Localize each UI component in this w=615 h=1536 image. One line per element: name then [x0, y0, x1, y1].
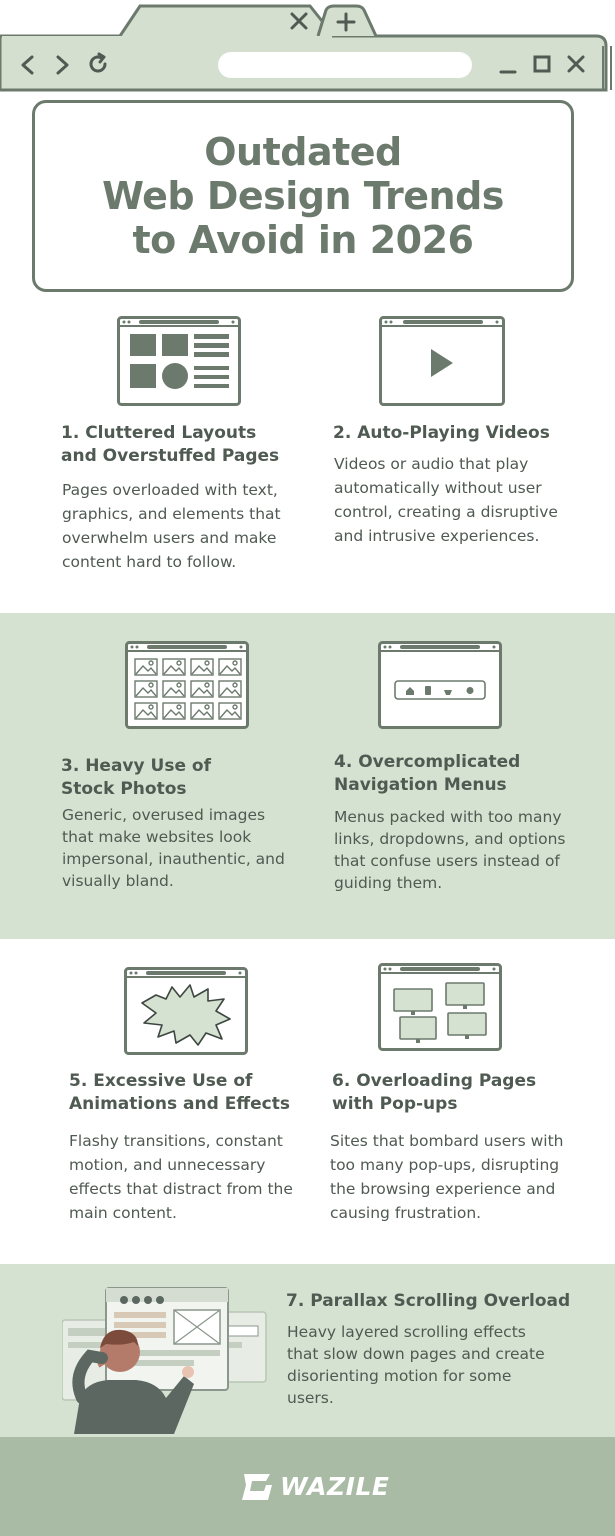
- trend-3-heading-line-2: Stock Photos: [61, 779, 187, 799]
- animation-burst-icon: [124, 967, 248, 1055]
- trend-item-7: [0, 1264, 615, 1437]
- trend-4-heading-line-2: Navigation Menus: [334, 775, 507, 795]
- trend-7-heading-line-1: 7. Parallax Scrolling Overload: [286, 1291, 571, 1311]
- tab-close-icon[interactable]: [288, 10, 310, 32]
- popups-icon: [378, 963, 502, 1051]
- browser-chrome: [0, 0, 615, 92]
- trend-6-heading-line-2: with Pop-ups: [332, 1094, 458, 1114]
- wazile-logo-icon: [240, 1471, 274, 1503]
- trend-5-heading-line-1: 5. Excessive Use of: [69, 1071, 253, 1091]
- trend-item-3: [0, 613, 307, 939]
- trend-3-heading-line-1: 3. Heavy Use of: [61, 756, 211, 776]
- stock-photos-icon: [125, 641, 249, 729]
- trend-4-heading-line-1: 4. Overcomplicated: [334, 752, 521, 772]
- navigation-menu-icon: [378, 641, 502, 729]
- page-title: [32, 100, 574, 292]
- trend-1-description: Pages overloaded with text, graphics, and elements that overwhelm users and make content hard to follow.: [62, 481, 281, 571]
- maximize-icon[interactable]: [532, 54, 552, 74]
- trend-6-description: Sites that bombard users with too many pop-ups, disrupting the browsing experience and causing frustration.: [330, 1132, 564, 1222]
- trend-item-5: [0, 939, 307, 1264]
- trend-5-heading-line-2: Animations and Effects: [69, 1094, 290, 1114]
- address-bar[interactable]: [218, 52, 472, 78]
- trend-3-description: Generic, overused images that make websites look impersonal, inauthentic, and visually bland.: [62, 806, 285, 890]
- reload-icon[interactable]: [86, 52, 110, 76]
- trend-item-2: [307, 296, 615, 613]
- forward-icon[interactable]: [52, 54, 72, 76]
- trend-item-6: [307, 939, 615, 1264]
- video-play-icon: [379, 316, 505, 406]
- trend-2-heading-line-1: 2. Auto-Playing Videos: [333, 423, 550, 443]
- cluttered-layout-icon: [117, 316, 241, 406]
- close-window-icon[interactable]: [566, 54, 586, 74]
- title-line-2: Web Design Trends: [102, 174, 504, 218]
- title-line-3: to Avoid in 2026: [132, 218, 474, 262]
- trend-6-heading-line-1: 6. Overloading Pages: [332, 1071, 537, 1091]
- minimize-icon[interactable]: [498, 56, 518, 76]
- new-tab-icon[interactable]: [336, 12, 356, 32]
- trend-5-description: Flashy transitions, constant motion, and unnecessary effects that distract from the main content.: [69, 1132, 293, 1222]
- trend-item-4: [307, 613, 615, 939]
- brand-name: WAZILE: [280, 1472, 390, 1501]
- trend-7-description: Heavy layered scrolling effects that slow down pages and create disorienting motion for some users.: [287, 1323, 545, 1407]
- parallax-person-illustration: [62, 1286, 268, 1434]
- trend-2-description: Videos or audio that play automatically without user control, creating a disruptive and intrusive experiences.: [334, 455, 558, 545]
- trend-1-heading-line-1: 1. Cluttered Layouts: [61, 423, 257, 443]
- trend-4-description: Menus packed with too many links, dropdowns, and options that confuse users instead of guiding them.: [334, 808, 566, 892]
- title-line-1: Outdated: [204, 130, 402, 174]
- trend-1-heading-line-2: and Overstuffed Pages: [61, 446, 280, 466]
- trend-item-1: [0, 296, 307, 613]
- brand-logo[interactable]: [240, 1469, 390, 1505]
- back-icon[interactable]: [18, 54, 38, 76]
